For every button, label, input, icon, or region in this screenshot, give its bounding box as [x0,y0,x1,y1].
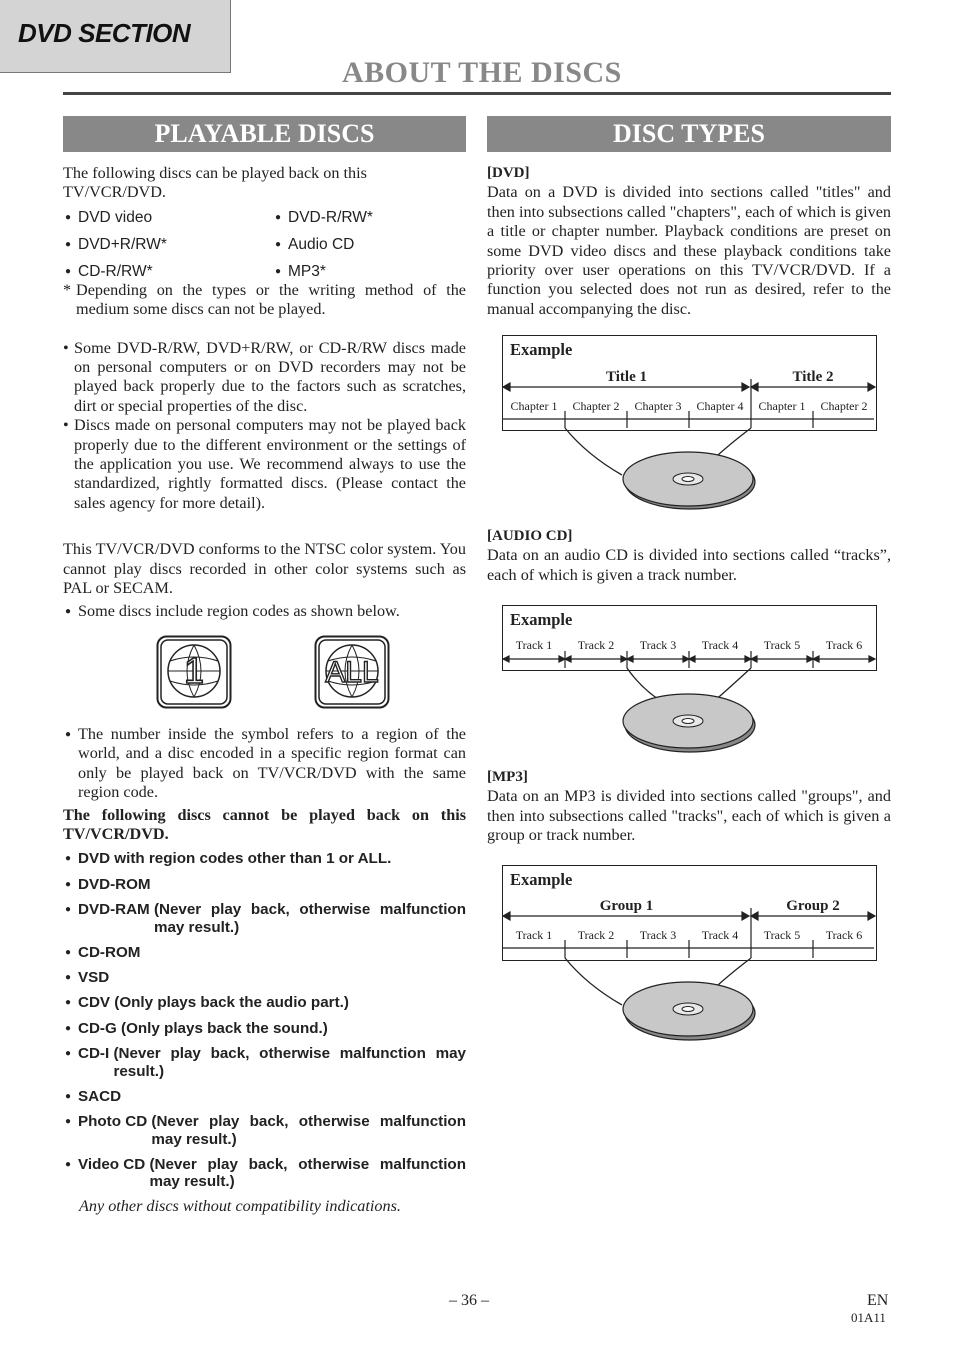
dvd-group-label: Title 2 [792,369,834,385]
playable-item: ● DVD video [63,208,152,227]
region-1-icon [156,635,232,709]
dvd-chapter-cell: Chapter 1 [510,399,558,413]
cannot-item: ● CDV (Only plays back the audio part.) [63,994,466,1012]
mp3-group-label: Group 1 [599,898,654,914]
audiocd-label: [AUDIO CD] [487,528,573,544]
playable-item: ● DVD-R/RW* [273,208,373,227]
region-note: ● The number inside the symbol refers to a region of the world, and a disc encoded in a specific region format can only be played back on TV/VCR/DVD with the same region code. [63,725,466,803]
mp3-track-cell: Track 6 [825,928,863,942]
region-1-label: 1 [183,650,205,691]
dvd-chapter-cell: Chapter 2 [820,399,868,413]
cannot-item: ● DVD-RAM (Never play back, otherwise malfunction may result.) [63,901,466,936]
cannot-heading: The following discs cannot be played back on this TV/VCR/DVD. [63,805,466,844]
playable-item: ● MP3* [273,262,326,281]
mp3-diagram-lines [502,865,882,1045]
dvd-chapter-cell: Chapter 1 [758,399,806,413]
dvd-diagram-lines [502,335,882,510]
playable-discs-column [63,164,466,621]
audiocd-track-cell: Track 6 [825,638,863,652]
cannot-item: ● VSD [63,969,466,987]
playable-item: ● CD-R/RW* [63,262,153,281]
playable-item: ● DVD+R/RW* [63,235,167,254]
dvd-group-label: Title 1 [606,369,647,385]
dvd-chapter-cell: Chapter 3 [634,399,682,413]
cannot-item: ● Video CD (Never play back, otherwise malfunction may result.) [63,1156,466,1191]
audiocd-track-cell: Track 1 [515,638,553,652]
mp3-example-label: Example [510,870,573,889]
doc-code: 01A11 [851,1310,886,1325]
ntsc-text: This TV/VCR/DVD conforms to the NTSC color system. You cannot play discs recorded in other color systems such as PAL or SECAM. [63,540,466,598]
asterisk-note: * Depending on the types or the writing method of the medium some discs can not be played. [63,281,466,320]
cannot-item: ● CD-G (Only plays back the sound.) [63,1020,466,1038]
language-code: EN [867,1292,889,1309]
cannot-item: ● CD-ROM [63,944,466,962]
audiocd-track-cell: Track 2 [577,638,615,652]
intro-text: The following discs can be played back on this TV/VCR/DVD. [63,164,367,202]
playable-list [63,205,466,281]
section-tab-label: DVD SECTION [18,18,191,48]
cannot-item: ● Photo CD (Never play back, otherwise malfunction may result.) [63,1113,466,1148]
mp3-track-cell: Track 3 [639,928,677,942]
title-rule [63,92,891,95]
closing-note: Any other discs without compatibility indications. [79,1196,401,1215]
region-all-label: ALL [325,656,379,689]
disc-types-heading: DISC TYPES [487,116,891,152]
playable-item: ● Audio CD [273,235,354,254]
dvd-chapter-cell: Chapter 2 [572,399,620,413]
region-all-icon [314,635,390,709]
mp3-text: Data on an MP3 is divided into sections called "groups", and then into subsections called "tracks", each of which is given a group or track number. [487,787,891,845]
cannot-item: ● SACD [63,1088,466,1106]
mp3-group-label: Group 2 [786,898,840,914]
audiocd-section [487,527,891,585]
audiocd-diagram-lines [502,605,882,755]
page-number: – 36 – [449,1292,489,1309]
dvd-chapter-cell: Chapter 4 [696,399,744,413]
playable-discs-heading: PLAYABLE DISCS [63,116,466,152]
dvd-section [487,164,891,319]
cannot-item: ● CD-I (Never play back, otherwise malfunction may result.) [63,1045,466,1080]
mp3-track-cell: Track 4 [701,928,739,942]
mp3-section [487,768,891,846]
dvd-label: [DVD] [487,165,530,181]
dvd-text: Data on a DVD is divided into sections called "titles" and then into subsections called "chapters", each of which is given a title or chapter number. Playback conditions are preset on some DVD video discs and these playback conditions take priority over user operations on this TV/VCR/DVD. If a function you selected does not run as desired, refer to the manual accompanying the disc. [487,183,891,318]
region-notes-column [63,725,466,1216]
mp3-track-cell: Track 2 [577,928,615,942]
page-title: ABOUT THE DISCS [342,56,622,89]
audiocd-track-cell: Track 3 [639,638,677,652]
audiocd-track-cell: Track 4 [701,638,739,652]
mp3-track-cell: Track 1 [515,928,553,942]
region-intro: ● Some discs include region codes as shown below. [63,602,466,621]
audiocd-text: Data on an audio CD is divided into sections called “tracks”, each of which is given a track number. [487,546,891,584]
audiocd-example-label: Example [510,610,573,629]
mp3-label: [MP3] [487,769,528,785]
dvd-example-label: Example [510,340,573,359]
cannot-list [63,850,466,1190]
dash-note: • Some DVD-R/RW, DVD+R/RW, or CD-R/RW discs made on personal computers or on DVD recorders may not be played back properly due to the factors such as scratches, dirt or special properties of the disc. [63,339,466,417]
audiocd-track-cell: Track 5 [763,638,801,652]
cannot-item: ● DVD with region codes other than 1 or ALL. [63,850,466,868]
cannot-item: ● DVD-ROM [63,876,466,894]
dash-note: • Discs made on personal computers may not be played back properly due to the different environment or the settings of the application you use. We recommend always to use the standardized, rightly formatted discs. (Please contact the sales agency for more detail). [63,416,466,513]
section-tab [0,0,231,73]
mp3-track-cell: Track 5 [763,928,801,942]
